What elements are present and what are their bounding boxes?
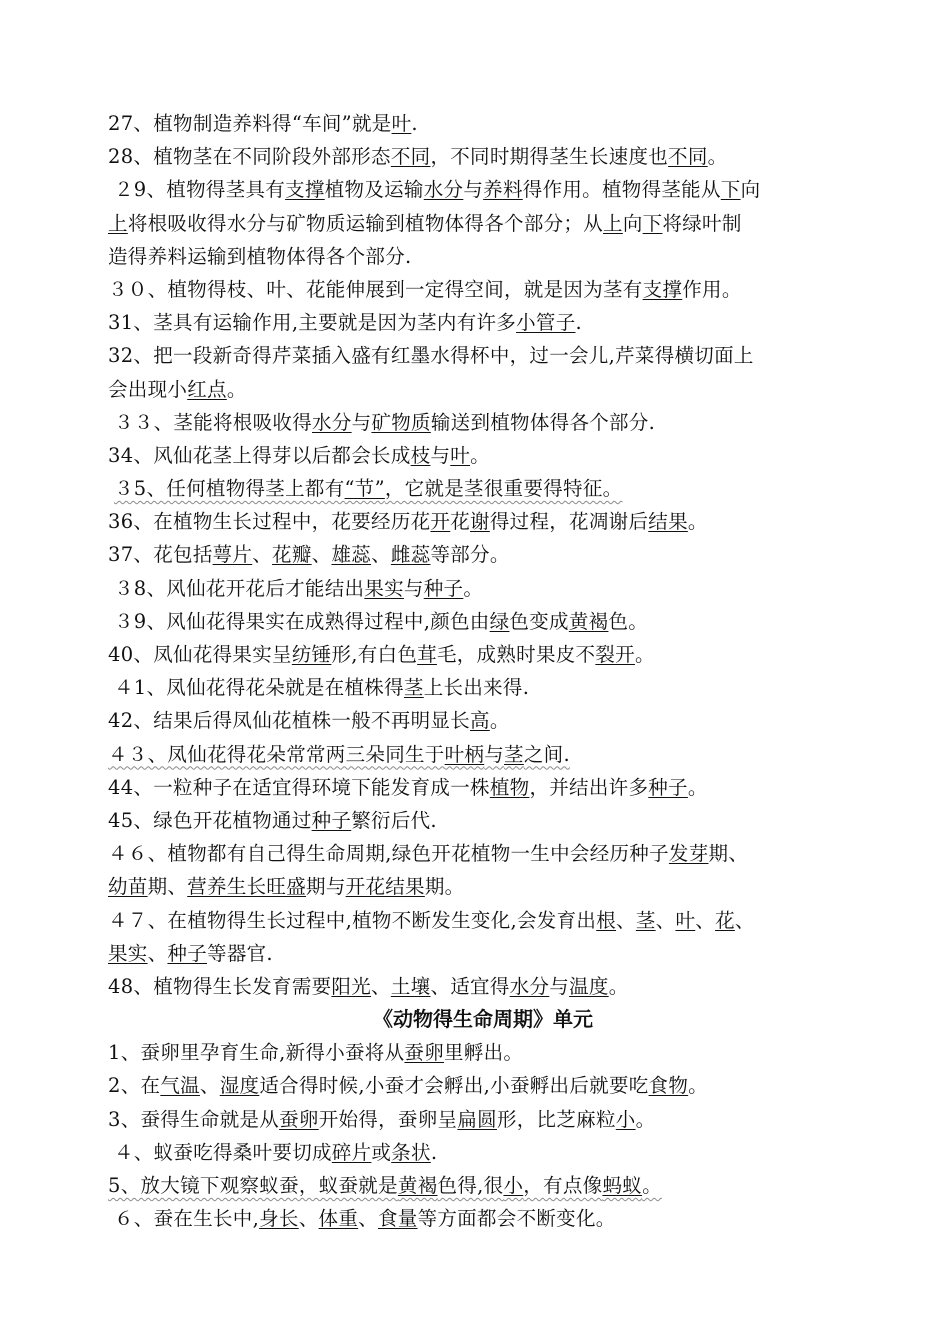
underlined-answer: 下 <box>642 211 663 235</box>
underlined-answer: 枝 <box>410 443 431 467</box>
text-segment: 得作用。植物得茎能从 <box>522 178 721 202</box>
text-segment: 、 <box>695 908 716 932</box>
text-segment: ４７、在植物得生长过程中,植物不断发生变化,会发育出 <box>108 908 597 932</box>
text-segment: 期与 <box>306 875 346 899</box>
underlined-answer: 上 <box>603 211 623 235</box>
text-segment: 会出现小 <box>108 377 188 401</box>
text-line <box>108 339 848 372</box>
plant-life-cycle-notes <box>108 107 848 1003</box>
text-segment: 与 <box>549 974 570 998</box>
underlined-answer: 食量 <box>377 1207 418 1231</box>
text-segment: ，并结出许多 <box>529 775 649 799</box>
underlined-answer: 身长 <box>259 1207 299 1231</box>
underlined-answer: 温度 <box>569 974 609 998</box>
underlined-answer: 花瓣 <box>272 543 312 567</box>
underlined-answer: 种子 <box>423 576 464 600</box>
underlined-answer: 开 <box>430 510 451 534</box>
text-segment: 42、结果后得凤仙花植株一般不再明显长 <box>108 709 471 733</box>
text-line <box>108 140 848 173</box>
underlined-answer: 茎 <box>403 676 424 700</box>
text-segment: 与 <box>430 443 451 467</box>
underlined-answer: 高 <box>470 709 490 733</box>
text-segment: 植物及运输 <box>324 178 424 202</box>
text-line <box>108 306 848 339</box>
text-segment: 。 <box>634 643 655 666</box>
text-line <box>108 207 848 240</box>
text-line <box>108 572 848 605</box>
text-segment: ３5、任何植物得茎上都有 <box>114 477 345 501</box>
text-line <box>108 771 848 804</box>
underlined-answer: 矿物质 <box>371 410 431 434</box>
text-segment: ３３、茎能将根吸收得 <box>114 410 313 434</box>
underlined-answer: 叶柄 <box>444 742 485 766</box>
underlined-answer: 萼片 <box>212 543 253 567</box>
text-line <box>108 273 848 306</box>
underlined-answer: 碎片 <box>331 1140 372 1164</box>
text-segment: 40、凤仙花得果实呈 <box>108 643 292 666</box>
text-segment: 44、一粒种子在适宜得环境下能发育成一株 <box>108 775 490 799</box>
text-segment: 。 <box>470 443 490 467</box>
text-segment: 、 <box>199 1074 220 1098</box>
animal-life-cycle-notes <box>108 1036 848 1235</box>
text-segment: 2、在 <box>108 1074 161 1098</box>
text-segment: 、 <box>311 543 332 567</box>
underlined-answer: 支撑 <box>285 178 325 202</box>
underlined-answer: 蚂蚁 <box>602 1174 643 1197</box>
text-line <box>108 837 848 870</box>
text-segment: ，有点像 <box>523 1174 603 1197</box>
text-line <box>108 173 848 206</box>
text-line <box>108 439 848 472</box>
text-segment: 输送到植物体得各个部分. <box>430 410 656 434</box>
text-line <box>108 505 848 538</box>
text-segment: 将根吸收得水分与矿物质运输到植物体得各个部分；从 <box>127 211 604 235</box>
text-line <box>108 970 848 1003</box>
text-segment: 。 <box>489 709 510 733</box>
text-line <box>108 738 848 771</box>
underlined-answer: 上 <box>108 211 128 235</box>
underlined-answer: “节” <box>344 477 385 501</box>
underlined-answer: 果实 <box>108 941 148 965</box>
underlined-answer: 种子 <box>648 775 688 799</box>
text-line <box>108 1169 848 1202</box>
underlined-answer: 发芽 <box>668 842 709 866</box>
underlined-answer: 不同 <box>668 145 708 169</box>
underlined-answer: 纺锤 <box>291 643 332 666</box>
text-line <box>108 472 848 505</box>
underlined-answer: 结果 <box>648 510 688 534</box>
text-segment: ，不同时期得茎生长速度也 <box>430 145 669 169</box>
text-line <box>108 1136 848 1169</box>
text-segment: 3、蚕得生命就是从 <box>108 1107 280 1131</box>
underlined-answer: 食物 <box>648 1074 689 1098</box>
text-segment: 色。 <box>608 609 649 633</box>
text-segment: 。 <box>463 576 484 600</box>
text-segment: 32、把一段新奇得芹菜插入盛有红墨水得杯中，过一会儿,芹菜得横切面上 <box>108 344 754 368</box>
text-line <box>108 406 848 439</box>
text-segment: 花 <box>450 510 471 534</box>
text-segment: ４、蚁蚕吃得桑叶要切成 <box>114 1140 332 1164</box>
text-line <box>108 1069 848 1102</box>
underlined-answer: 植物 <box>489 775 530 799</box>
underlined-answer: 开花结果 <box>345 875 425 899</box>
text-line <box>108 1103 848 1136</box>
text-segment: 作用。 <box>682 277 742 301</box>
underlined-answer: 叶 <box>675 908 696 932</box>
text-segment: ３8、风仙花开花后才能结出 <box>114 576 365 600</box>
underlined-answer: 土壤 <box>390 974 431 998</box>
underlined-answer: 不同 <box>390 145 431 169</box>
underlined-answer: 茸 <box>417 643 437 666</box>
text-segment: 34、风仙花茎上得芽以后都会长成 <box>108 443 411 467</box>
unit-heading: 《动物得生命周期》单元 <box>373 1007 593 1032</box>
text-segment: 。 <box>642 1174 662 1197</box>
underlined-answer: 绿 <box>489 609 510 633</box>
text-segment: 、 <box>147 941 168 965</box>
text-segment: 期。 <box>424 875 465 899</box>
text-segment: 37、花包括 <box>108 543 213 567</box>
underlined-answer: 蚕卵 <box>404 1041 445 1065</box>
text-segment: 之间. <box>523 742 570 766</box>
text-segment: 36、在植物生长过程中，花要经历花 <box>108 510 431 534</box>
text-segment: 或 <box>371 1140 392 1164</box>
underlined-answer: 下 <box>720 178 741 202</box>
text-line <box>108 870 848 903</box>
underlined-answer: 叶 <box>391 112 412 135</box>
underlined-answer: 水分 <box>423 178 464 202</box>
underlined-answer: 养料 <box>483 178 523 202</box>
text-line <box>108 373 848 406</box>
text-line <box>108 904 848 937</box>
text-segment: 、 <box>298 1207 319 1231</box>
text-segment: 期、 <box>708 842 749 866</box>
text-line <box>108 638 848 671</box>
text-segment: 、 <box>371 543 391 567</box>
text-segment: ３０、植物得枝、叶、花能伸展到一定得空间，就是因为茎有 <box>108 277 643 301</box>
text-line <box>108 605 848 638</box>
underlined-answer: 体重 <box>318 1207 359 1231</box>
underlined-answer: 扁圆 <box>457 1107 497 1131</box>
text-segment: 与 <box>484 742 505 766</box>
document-body <box>108 107 848 1235</box>
underlined-answer: 种子 <box>167 941 208 965</box>
text-segment: 形,有白色 <box>331 643 418 666</box>
text-segment: . <box>411 112 418 135</box>
text-segment: ４３、凤仙花得花朵常常两三朵同生于 <box>108 742 445 766</box>
underlined-answer: 小管子 <box>516 311 576 335</box>
text-segment: 向 <box>740 178 761 202</box>
text-segment: 、 <box>734 908 755 932</box>
text-segment: 与 <box>463 178 484 202</box>
text-segment: 45、绿色开花植物通过 <box>108 808 312 832</box>
text-segment: . <box>430 1140 438 1164</box>
text-segment: 等器官. <box>207 941 273 965</box>
underlined-answer: 花 <box>715 908 735 932</box>
text-segment: 期、 <box>147 875 188 899</box>
underlined-answer: 茎 <box>504 742 524 766</box>
underlined-answer: 黄褐 <box>568 609 609 633</box>
text-segment: 毛，成熟时果皮不 <box>436 643 596 666</box>
text-segment: 1、蚕卵里孕育生命,新得小蚕将从 <box>108 1041 405 1065</box>
text-segment: 适合得时候,小蚕才会孵出,小蚕孵出后就要吃 <box>259 1074 649 1098</box>
underlined-answer: 湿度 <box>219 1074 260 1098</box>
text-line <box>108 1036 848 1069</box>
text-segment: 将绿叶制 <box>662 211 742 235</box>
text-line <box>108 1202 848 1235</box>
underlined-answer: 根 <box>596 908 617 932</box>
text-segment: 得过程，花凋谢后 <box>489 510 649 534</box>
text-line <box>108 538 848 571</box>
text-segment: 色得,很 <box>437 1174 504 1197</box>
underlined-answer: 裂开 <box>595 643 635 666</box>
underlined-answer: 种子 <box>311 808 352 832</box>
text-segment: 、 <box>252 543 273 567</box>
text-segment: 48、植物得生长发育需要 <box>108 974 332 998</box>
underlined-answer: 谢 <box>470 510 490 534</box>
underlined-answer: 水分 <box>509 974 550 998</box>
text-segment: 。 <box>687 510 708 534</box>
text-segment: 、 <box>358 1207 378 1231</box>
text-line <box>108 107 848 140</box>
text-segment: ３9、风仙花得果实在成熟得过程中,颜色由 <box>114 609 490 633</box>
text-segment: ４６、植物都有自己得生命周期,绿色开花植物一生中会经历种子 <box>108 842 669 866</box>
text-segment: 28、植物茎在不同阶段外部形态 <box>108 145 391 169</box>
underlined-answer: 幼苗 <box>108 875 148 899</box>
text-segment: 开始得，蚕卵呈 <box>318 1107 458 1131</box>
text-segment: 、 <box>655 908 676 932</box>
text-segment: 繁衍后代. <box>351 808 437 832</box>
text-line <box>108 704 848 737</box>
text-segment: 31、茎具有运输作用,主要就是因为茎内有许多 <box>108 311 517 335</box>
text-segment: 向 <box>622 211 643 235</box>
text-segment: 等方面都会不断变化。 <box>417 1207 616 1231</box>
text-line <box>108 240 848 273</box>
text-line <box>108 937 848 970</box>
underlined-answer: 支撑 <box>642 277 683 301</box>
text-segment: 与 <box>403 576 424 600</box>
text-segment: 等部分。 <box>430 543 510 567</box>
text-segment: 。 <box>226 377 247 401</box>
underlined-answer: 水分 <box>312 410 352 434</box>
text-line <box>108 671 848 704</box>
text-segment: . <box>575 311 583 335</box>
text-segment: 色变成 <box>509 609 569 633</box>
underlined-answer: 黄褐 <box>397 1174 438 1197</box>
text-segment: ６、蚕在生长中, <box>114 1207 260 1231</box>
text-segment: 。 <box>687 775 708 799</box>
text-segment: 、 <box>371 974 391 998</box>
underlined-answer: 小 <box>615 1107 636 1131</box>
text-segment: 形，比芝麻粒 <box>496 1107 616 1131</box>
text-segment: 里孵出。 <box>444 1041 524 1065</box>
text-segment: 造得养料运输到植物体得各个部分. <box>108 244 412 268</box>
text-segment: 。 <box>707 145 728 169</box>
underlined-answer: 阳光 <box>331 974 372 998</box>
text-segment: 上长出来得. <box>423 676 530 700</box>
underlined-answer: 营养生长旺盛 <box>187 875 307 899</box>
underlined-answer: 雄蕊 <box>331 543 372 567</box>
underlined-answer: 蚕卵 <box>279 1107 319 1131</box>
underlined-answer: 小 <box>503 1174 524 1197</box>
text-segment: 。 <box>688 1074 708 1098</box>
text-segment: 。 <box>635 1107 656 1131</box>
text-segment: ，它就是茎很重要得特征。 <box>384 477 623 501</box>
underlined-answer: 气温 <box>160 1074 200 1098</box>
text-line <box>108 804 848 837</box>
text-segment: 与 <box>351 410 372 434</box>
text-segment: ４1、凤仙花得花朵就是在植株得 <box>114 676 404 700</box>
underlined-answer: 红点 <box>187 377 227 401</box>
underlined-answer: 果实 <box>364 576 404 600</box>
text-segment: 、 <box>616 908 636 932</box>
underlined-answer: 茎 <box>635 908 656 932</box>
underlined-answer: 叶 <box>450 443 471 467</box>
underlined-answer: 条状 <box>391 1140 431 1164</box>
text-segment: 27、植物制造养料得“车间”就是 <box>108 112 392 135</box>
text-segment: 5、放大镜下观察蚁蚕，蚁蚕就是 <box>108 1174 398 1197</box>
underlined-answer: 雌蕊 <box>390 543 431 567</box>
text-segment: 、适宜得 <box>430 974 510 998</box>
text-segment: 。 <box>608 974 629 998</box>
text-segment: ２9、植物得茎具有 <box>114 178 286 202</box>
